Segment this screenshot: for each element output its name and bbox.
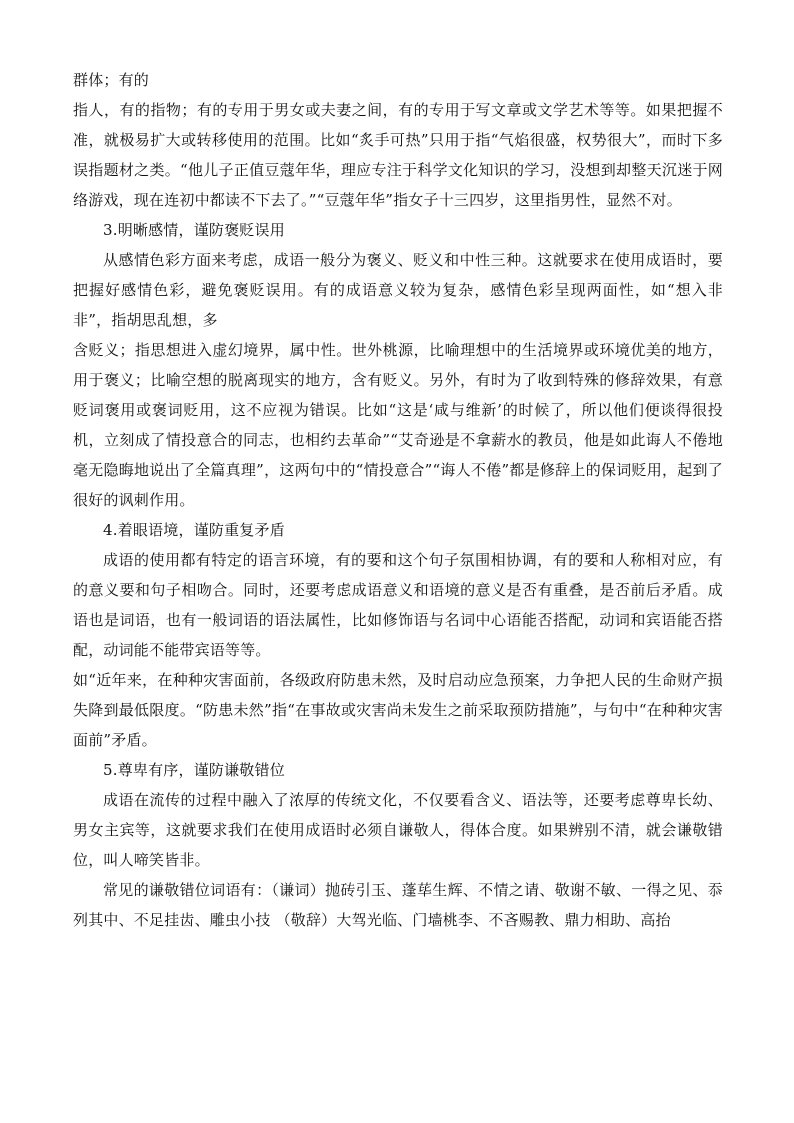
paragraph-fragment-top: 群体；有的 [73, 71, 150, 89]
document-page [73, 65, 723, 935]
paragraph-emotion-intro: 从感情色彩方面来考虑，成语一般分为褒义、贬义和中性三种。这就要求在使用成语时，要把握好感情色彩，避免褒贬误用。有的成语意义较为复杂，感情色彩呈现两面性，如“想入非非”，指胡思乱想，多 [73, 251, 723, 329]
paragraph-context-example: 如“近年来，在种种灾害面前，各级政府防患未然，及时启动应急预案，力争把人民的生命财产损失降到最低限度。“防患未然”指“在事故或灾害尚未发生之前采取预防措施”，与句中“在种种灾害面前”矛盾。 [73, 671, 723, 749]
paragraph-context-intro: 成语的使用都有特定的语言环境，有的要和这个句子氛围相协调，有的要和人称相对应，有的意义要和句子相吻合。同时，还要考虑成语意义和语境的意义是否有重叠，是否前后矛盾。成语也是词语，也有一般词语的语法属性，比如修饰语与名词中心语能否搭配，动词和宾语能否搭配，动词能不能带宾语等等。 [73, 551, 723, 659]
paragraph-politeness-examples: 常见的谦敬错位词语有：（谦词）抛砖引玉、蓬荜生辉、不情之请、敬谢不敏、一得之见、忝列其中、不足挂齿、雕虫小技 （敬辞）大驾光临、门墙桃李、不吝赐教、鼎力相助、高抬 [73, 881, 723, 929]
section-heading-5: 5.尊卑有序，谨防谦敬错位 [103, 761, 285, 779]
paragraph-emotion-examples: 含贬义；指思想进入虚幻境界，属中性。世外桃源，比喻理想中的生活境界或环境优美的地方，用于褒义；比喻空想的脱离现实的地方，含有贬义。另外，有时为了收到特殊的修辞效果，有意贬词褒用或褒词贬用，这不应视为错误。比如“这是‘咸与维新’的时候了，所以他们便谈得很投机，立刻成了情投意合的同志，也相约去革命”“艾奇逊是不拿薪水的教员，他是如此诲人不倦地毫无隐晦地说出了全篇真理”，这两句中的“情投意合”“诲人不倦”都是修辞上的保词贬用，起到了很好的讽刺作用。 [73, 341, 723, 509]
paragraph-word-scope: 指人，有的指物；有的专用于男女或夫妻之间，有的专用于写文章或文学艺术等等。如果把握不准，就极易扩大或转移使用的范围。比如“炙手可热”只用于指“气焰很盛，权势很大”，而时下多误指题材之类。“他儿子正值豆蔻年华，理应专注于科学文化知识的学习，没想到却整天沉迷于网络游戏，现在连初中都读不下去了。”“豆蔻年华”指女子十三四岁，这里指男性，显然不对。 [73, 101, 723, 209]
section-heading-3: 3.明晰感情，谨防褒贬误用 [103, 221, 285, 239]
section-heading-4: 4.着眼语境，谨防重复矛盾 [103, 521, 285, 539]
paragraph-politeness-intro: 成语在流传的过程中融入了浓厚的传统文化，不仅要看含义、语法等，还要考虑尊卑长幼、男女主宾等，这就要求我们在使用成语时必须自谦敬人，得体合度。如果辨别不清，就会谦敬错位，叫人啼笑皆非。 [73, 791, 723, 869]
